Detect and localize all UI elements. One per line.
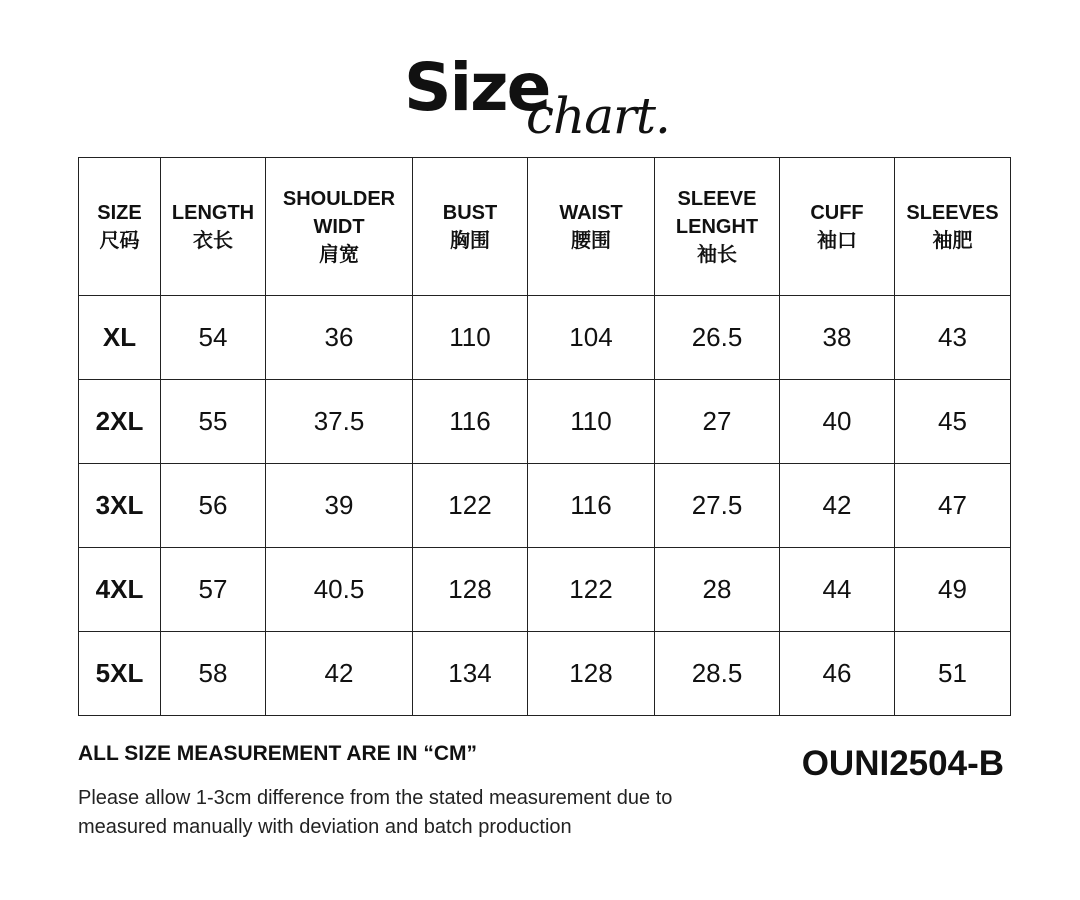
disclaimer-text — [78, 784, 778, 842]
shoulder-cell: 37.5 — [266, 380, 413, 464]
bust-cell: 110 — [413, 296, 528, 380]
header-cuff — [780, 158, 895, 296]
title-sub: chart. — [526, 87, 670, 145]
header-label: SLEEVES — [906, 201, 999, 224]
header-label-cn: 腰围 — [571, 229, 611, 252]
sleeve-length-cell: 28.5 — [655, 632, 780, 716]
header-label-cn: 衣长 — [193, 229, 233, 252]
length-cell: 55 — [161, 380, 266, 464]
bust-cell: 122 — [413, 464, 528, 548]
header-label: CUFF — [810, 201, 864, 224]
header-shoulder-width — [266, 158, 413, 296]
cuff-cell: 38 — [780, 296, 895, 380]
header-length — [161, 158, 266, 296]
size-table — [78, 157, 1011, 716]
bust-cell: 134 — [413, 632, 528, 716]
size-chart-title — [0, 50, 1080, 150]
waist-cell: 110 — [528, 380, 655, 464]
size-cell: 2XL — [79, 380, 161, 464]
header-label: SIZE — [97, 201, 142, 224]
waist-cell: 128 — [528, 632, 655, 716]
bust-cell: 128 — [413, 548, 528, 632]
shoulder-cell: 39 — [266, 464, 413, 548]
length-cell: 57 — [161, 548, 266, 632]
header-bust — [413, 158, 528, 296]
sleeve-length-cell: 28 — [655, 548, 780, 632]
title-main: Size — [404, 49, 550, 126]
sleeves-cell: 51 — [895, 632, 1011, 716]
header-label: LENGTH — [171, 201, 255, 224]
header-label-cn: 尺码 — [99, 229, 140, 252]
sleeves-cell: 49 — [895, 548, 1011, 632]
cuff-cell: 44 — [780, 548, 895, 632]
product-code: OUNI2504-B — [801, 744, 1004, 783]
bust-cell: 116 — [413, 380, 528, 464]
sleeves-cell: 45 — [895, 380, 1011, 464]
length-cell: 54 — [161, 296, 266, 380]
sleeves-cell: 43 — [895, 296, 1011, 380]
header-label: WIDT — [313, 215, 365, 238]
header-label-cn: 袖肥 — [932, 229, 973, 252]
shoulder-cell: 42 — [266, 632, 413, 716]
disclaimer-line: Please allow 1-3cm difference from the stated measurement due to — [78, 787, 673, 809]
table-row — [79, 296, 1011, 380]
header-label: LENGHT — [675, 215, 759, 238]
table-header-row — [79, 158, 1011, 296]
sleeve-length-cell: 27.5 — [655, 464, 780, 548]
header-label: WAIST — [559, 201, 623, 224]
header-size — [79, 158, 161, 296]
size-cell: XL — [79, 296, 161, 380]
table-row — [79, 380, 1011, 464]
header-sleeves — [895, 158, 1011, 296]
table-row — [79, 548, 1011, 632]
waist-cell: 104 — [528, 296, 655, 380]
cuff-cell: 46 — [780, 632, 895, 716]
header-label-cn: 袖长 — [697, 243, 737, 266]
waist-cell: 122 — [528, 548, 655, 632]
header-waist — [528, 158, 655, 296]
sleeves-cell: 47 — [895, 464, 1011, 548]
size-cell: 3XL — [79, 464, 161, 548]
disclaimer-line: measured manually with deviation and batch production — [78, 816, 572, 838]
header-label: BUST — [442, 201, 498, 224]
cuff-cell: 42 — [780, 464, 895, 548]
header-sleeve-length — [655, 158, 780, 296]
table-row — [79, 464, 1011, 548]
table-row — [79, 632, 1011, 716]
measurement-unit-note: ALL SIZE MEASUREMENT ARE IN “CM” — [78, 742, 478, 765]
length-cell: 56 — [161, 464, 266, 548]
header-label: SLEEVE — [677, 187, 757, 210]
size-cell: 5XL — [79, 632, 161, 716]
cuff-cell: 40 — [780, 380, 895, 464]
waist-cell: 116 — [528, 464, 655, 548]
shoulder-cell: 40.5 — [266, 548, 413, 632]
sleeve-length-cell: 27 — [655, 380, 780, 464]
sleeve-length-cell: 26.5 — [655, 296, 780, 380]
header-label-cn: 胸围 — [450, 229, 490, 252]
length-cell: 58 — [161, 632, 266, 716]
header-label-cn: 袖口 — [817, 229, 857, 252]
size-cell: 4XL — [79, 548, 161, 632]
shoulder-cell: 36 — [266, 296, 413, 380]
header-label-cn: 肩宽 — [319, 243, 359, 266]
header-label: SHOULDER — [282, 187, 396, 210]
